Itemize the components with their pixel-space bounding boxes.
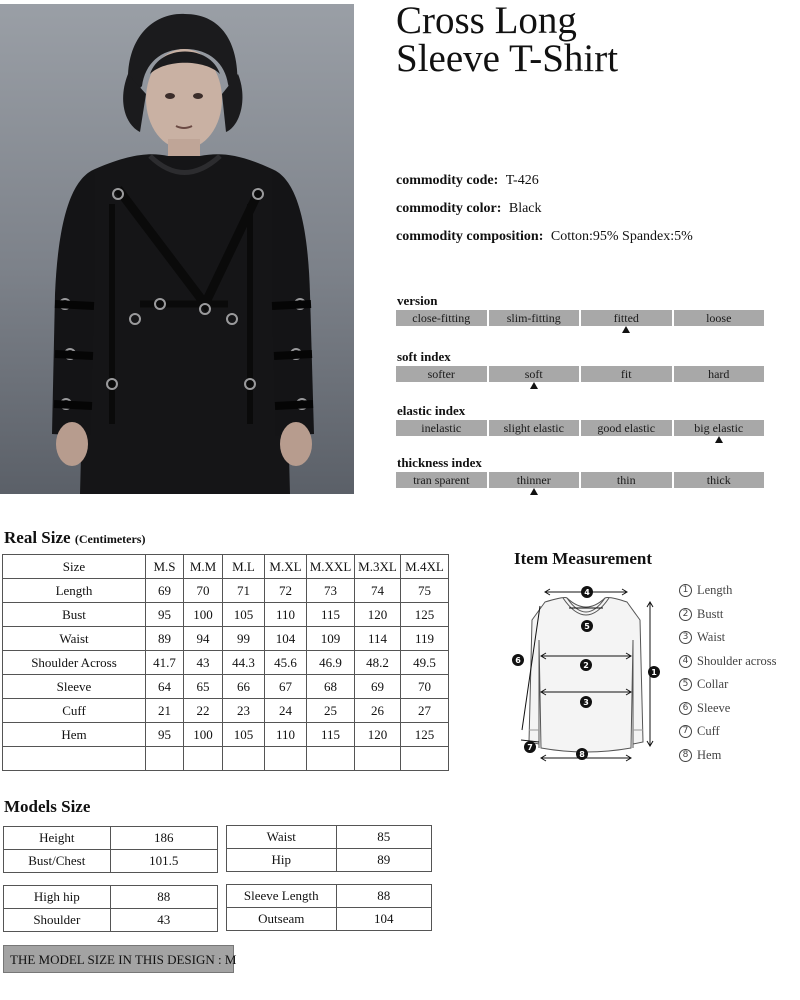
legend-item	[679, 724, 777, 748]
version-option: fitted	[581, 310, 672, 326]
table-header-row	[3, 555, 449, 579]
size-value-cell: 120	[355, 603, 401, 627]
size-value-cell: 73	[307, 579, 355, 603]
legend-number-icon: 3	[679, 631, 692, 644]
size-value-cell	[223, 747, 265, 771]
legend-number-icon: 4	[679, 655, 692, 668]
item-measurement-title: Item Measurement	[514, 549, 653, 568]
legend-item	[679, 654, 777, 678]
legend-label: Cuff	[697, 724, 720, 738]
shirt-measurement-diagram	[505, 580, 675, 765]
size-value-cell: 24	[265, 699, 307, 723]
size-value-cell: 99	[223, 627, 265, 651]
size-value-cell	[146, 747, 184, 771]
thickness-index-option: thick	[674, 472, 765, 488]
soft-index-scale	[396, 366, 764, 382]
size-value-cell: 95	[146, 723, 184, 747]
product-photo	[0, 4, 354, 494]
column-header: Size	[3, 555, 146, 579]
column-header: M.L	[223, 555, 265, 579]
size-value-cell: 69	[355, 675, 401, 699]
version-selected-marker-icon	[622, 326, 630, 333]
svg-text:6: 6	[515, 656, 521, 665]
size-value-cell: 125	[401, 723, 449, 747]
commodity-composition-value: Cotton:95% Spandex:5%	[550, 229, 693, 244]
size-value-cell	[401, 747, 449, 771]
commodity-color-label: commodity color:	[396, 201, 502, 216]
model-measure-label: Waist	[227, 826, 337, 849]
model-measure-label: Outseam	[227, 908, 337, 931]
table-row	[3, 675, 449, 699]
table-row	[3, 723, 449, 747]
svg-text:8: 8	[579, 750, 585, 759]
table-row	[4, 909, 218, 932]
legend-label: Collar	[697, 677, 729, 691]
models-table-sleeve-outseam	[226, 884, 432, 931]
legend-item	[679, 748, 777, 772]
size-value-cell: 41.7	[146, 651, 184, 675]
version-option: close-fitting	[396, 310, 487, 326]
models-table-waist-hip	[226, 825, 432, 872]
size-value-cell: 45.6	[265, 651, 307, 675]
size-value-cell: 71	[223, 579, 265, 603]
legend-number-icon: 6	[679, 702, 692, 715]
legend-item	[679, 630, 777, 654]
real-size-title	[4, 528, 145, 548]
column-header: M.XL	[265, 555, 307, 579]
table-row	[227, 885, 432, 908]
size-value-cell: 125	[401, 603, 449, 627]
row-label: Bust	[3, 603, 146, 627]
size-value-cell: 115	[307, 723, 355, 747]
soft-index-option: soft	[489, 366, 580, 382]
size-value-cell: 68	[307, 675, 355, 699]
real-size-heading: Real Size	[4, 528, 71, 547]
commodity-code-row	[396, 173, 539, 189]
soft-index-label: soft index	[397, 349, 451, 364]
legend-number-icon: 8	[679, 749, 692, 762]
size-value-cell	[355, 747, 401, 771]
size-value-cell: 46.9	[307, 651, 355, 675]
size-value-cell: 27	[401, 699, 449, 723]
column-header: M.M	[184, 555, 223, 579]
legend-number-icon: 5	[679, 678, 692, 691]
measurement-legend	[679, 583, 777, 771]
thickness-index-selected-marker-icon	[530, 488, 538, 495]
size-value-cell: 115	[307, 603, 355, 627]
row-label: Sleeve	[3, 675, 146, 699]
commodity-color-value: Black	[508, 201, 542, 216]
size-value-cell: 66	[223, 675, 265, 699]
size-value-cell: 64	[146, 675, 184, 699]
soft-index-option: fit	[581, 366, 672, 382]
size-value-cell: 100	[184, 603, 223, 627]
model-measure-value: 186	[110, 827, 217, 850]
table-row	[227, 826, 432, 849]
elastic-index-option: big elastic	[674, 420, 765, 436]
model-measure-label: High hip	[4, 886, 111, 909]
size-value-cell: 75	[401, 579, 449, 603]
svg-text:4: 4	[584, 588, 590, 597]
model-measure-value: 104	[336, 908, 431, 931]
model-measure-value: 85	[336, 826, 432, 849]
title-line-2: Sleeve T-Shirt	[396, 37, 619, 80]
size-value-cell: 109	[307, 627, 355, 651]
model-measure-label: Shoulder	[4, 909, 111, 932]
size-value-cell: 72	[265, 579, 307, 603]
row-label: Hem	[3, 723, 146, 747]
table-row	[3, 747, 449, 771]
column-header: M.S	[146, 555, 184, 579]
thickness-index-label: thickness index	[397, 455, 482, 470]
thickness-index-option: thinner	[489, 472, 580, 488]
size-value-cell: 25	[307, 699, 355, 723]
models-table-height-bust	[3, 826, 218, 873]
size-value-cell	[184, 747, 223, 771]
legend-item	[679, 701, 777, 725]
legend-label: Shoulder across	[697, 653, 777, 668]
size-value-cell: 44.3	[223, 651, 265, 675]
model-size-banner: THE MODEL SIZE IN THIS DESIGN : M	[3, 945, 234, 973]
svg-text:1: 1	[651, 668, 657, 677]
size-value-cell: 110	[265, 723, 307, 747]
model-measure-value: 101.5	[110, 850, 217, 873]
row-label	[3, 747, 146, 771]
model-wearing-shirt-illustration	[0, 4, 354, 494]
legend-number-icon: 2	[679, 608, 692, 621]
commodity-composition-row	[396, 229, 693, 245]
size-value-cell: 105	[223, 723, 265, 747]
legend-label: Bustt	[697, 606, 724, 621]
model-measure-value: 89	[336, 849, 432, 872]
model-measure-label: Sleeve Length	[227, 885, 337, 908]
row-label: Shoulder Across	[3, 651, 146, 675]
size-value-cell: 67	[265, 675, 307, 699]
size-value-cell: 89	[146, 627, 184, 651]
legend-item	[679, 583, 777, 607]
legend-label: Waist	[697, 630, 726, 644]
thickness-index-scale	[396, 472, 764, 488]
size-value-cell: 22	[184, 699, 223, 723]
size-value-cell: 23	[223, 699, 265, 723]
row-label: Length	[3, 579, 146, 603]
elastic-index-scale	[396, 420, 764, 436]
model-measure-label: Height	[4, 827, 111, 850]
model-measure-value: 88	[110, 886, 217, 909]
thickness-index-option: thin	[581, 472, 672, 488]
commodity-code-label: commodity code:	[396, 173, 499, 188]
version-option: loose	[674, 310, 765, 326]
legend-label: Length	[697, 583, 733, 597]
elastic-index-label: elastic index	[397, 403, 466, 418]
size-value-cell: 105	[223, 603, 265, 627]
svg-text:5: 5	[584, 622, 590, 631]
commodity-code-value: T-426	[505, 173, 539, 188]
table-row	[3, 579, 449, 603]
size-value-cell	[265, 747, 307, 771]
size-value-cell: 104	[265, 627, 307, 651]
size-value-cell: 119	[401, 627, 449, 651]
legend-label: Hem	[697, 747, 722, 762]
legend-number-icon: 7	[679, 725, 692, 738]
size-value-cell: 95	[146, 603, 184, 627]
legend-label: Sleeve	[697, 700, 731, 715]
elastic-index-option: slight elastic	[489, 420, 580, 436]
column-header: M.4XL	[401, 555, 449, 579]
table-row	[3, 651, 449, 675]
size-value-cell: 94	[184, 627, 223, 651]
size-value-cell: 70	[184, 579, 223, 603]
soft-index-option: hard	[674, 366, 765, 382]
table-row	[3, 603, 449, 627]
table-row	[4, 886, 218, 909]
model-measure-value: 43	[110, 909, 217, 932]
table-row	[3, 627, 449, 651]
table-row	[4, 850, 218, 873]
soft-index-option: softer	[396, 366, 487, 382]
size-value-cell: 21	[146, 699, 184, 723]
size-value-cell: 65	[184, 675, 223, 699]
size-value-cell	[307, 747, 355, 771]
legend-number-icon: 1	[679, 584, 692, 597]
real-size-table	[2, 554, 449, 771]
table-row	[227, 908, 432, 931]
legend-item	[679, 607, 777, 631]
title-line-1: Cross Long	[396, 0, 577, 42]
row-label: Waist	[3, 627, 146, 651]
table-row	[4, 827, 218, 850]
soft-index-selected-marker-icon	[530, 382, 538, 389]
svg-text:3: 3	[583, 698, 589, 707]
column-header: M.XXL	[307, 555, 355, 579]
elastic-index-selected-marker-icon	[715, 436, 723, 443]
version-label: version	[397, 293, 438, 308]
commodity-composition-label: commodity composition:	[396, 229, 544, 244]
commodity-color-row	[396, 201, 542, 217]
version-scale	[396, 310, 764, 326]
models-size-title: Models Size	[4, 797, 91, 816]
model-measure-label: Hip	[227, 849, 337, 872]
size-value-cell: 120	[355, 723, 401, 747]
svg-text:7: 7	[527, 743, 533, 752]
size-value-cell: 114	[355, 627, 401, 651]
size-value-cell: 69	[146, 579, 184, 603]
size-value-cell: 49.5	[401, 651, 449, 675]
elastic-index-option: good elastic	[581, 420, 672, 436]
thickness-index-option: tran sparent	[396, 472, 487, 488]
legend-item	[679, 677, 777, 701]
real-size-unit: (Centimeters)	[74, 532, 146, 546]
elastic-index-option: inelastic	[396, 420, 487, 436]
model-measure-value: 88	[336, 885, 431, 908]
row-label: Cuff	[3, 699, 146, 723]
model-measure-label: Bust/Chest	[4, 850, 111, 873]
models-table-hip-shoulder	[3, 885, 218, 932]
size-value-cell: 74	[355, 579, 401, 603]
table-row	[3, 699, 449, 723]
product-title	[396, 2, 618, 78]
size-value-cell: 70	[401, 675, 449, 699]
size-value-cell: 100	[184, 723, 223, 747]
table-row	[227, 849, 432, 872]
column-header: M.3XL	[355, 555, 401, 579]
size-value-cell: 43	[184, 651, 223, 675]
size-value-cell: 110	[265, 603, 307, 627]
version-option: slim-fitting	[489, 310, 580, 326]
svg-text:2: 2	[583, 661, 589, 670]
size-value-cell: 26	[355, 699, 401, 723]
size-value-cell: 48.2	[355, 651, 401, 675]
